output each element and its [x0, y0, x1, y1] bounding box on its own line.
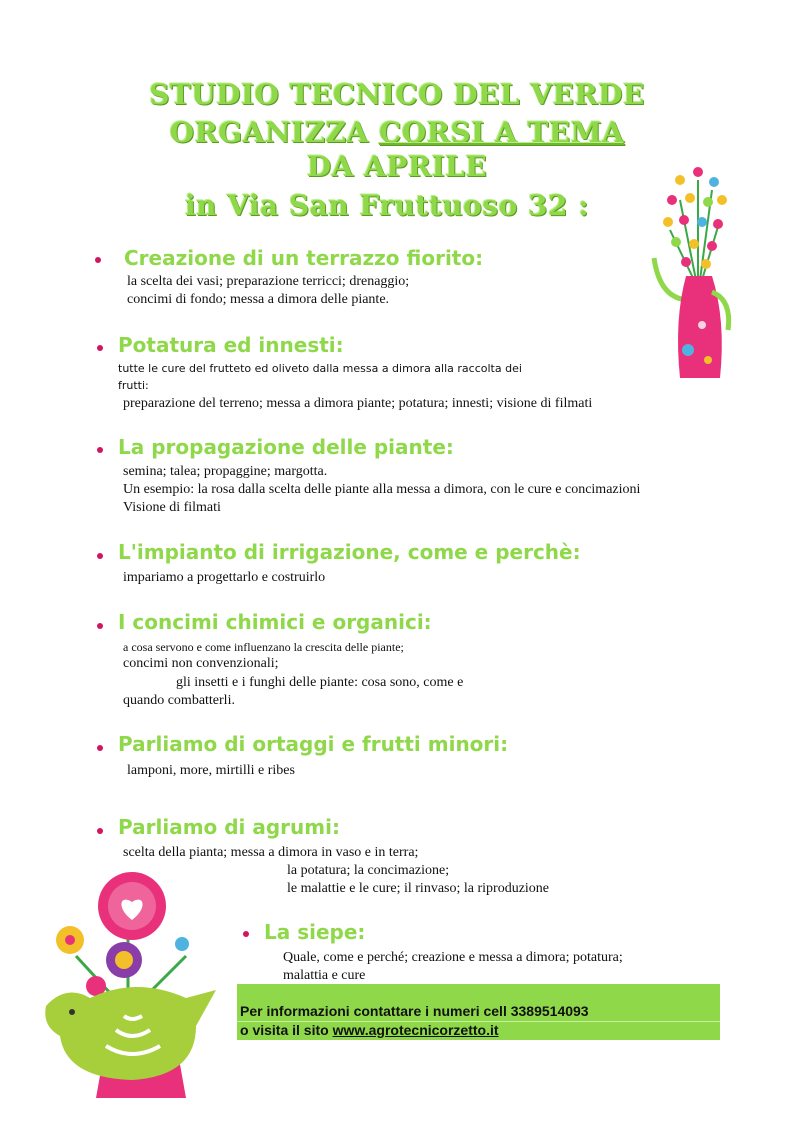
bullet-icon — [243, 931, 249, 937]
course-text: Un esempio: la rosa dalla scelta delle piante alla messa a dimora, con le cure e concimazioni — [123, 482, 641, 497]
contact-website-line — [240, 1022, 499, 1038]
course-text: Visione di filmati — [123, 500, 221, 515]
bullet-icon — [97, 447, 103, 453]
bullet-icon — [97, 623, 103, 629]
course-text: scelta della pianta; messa a dimora in vaso e in terra; — [123, 845, 419, 860]
course-heading-irrigazione: L'impianto di irrigazione, come e perchè: — [118, 540, 581, 564]
course-heading-concimi: I concimi chimici e organici: — [118, 610, 432, 634]
course-text: quando combatterli. — [123, 693, 235, 708]
course-heading-terrazzo: Creazione di un terrazzo fiorito: — [124, 246, 484, 270]
course-heading-potatura: Potatura ed innesti: — [118, 333, 344, 357]
bullet-icon — [97, 553, 103, 559]
course-text: lamponi, more, mirtilli e ribes — [127, 763, 295, 778]
watering-can-flowers-icon — [650, 160, 734, 384]
course-text: concimi di fondo; messa a dimora delle piante. — [127, 292, 390, 307]
bullet-icon — [97, 828, 103, 834]
course-text: le malattie e le cure; il rinvaso; la riproduzione — [287, 881, 550, 896]
course-heading-siepe: La siepe: — [264, 920, 366, 944]
title-line-4: in Via San Fruttuoso 32 : — [184, 189, 590, 222]
title-line-1: STUDIO TECNICO DEL VERDE — [149, 78, 645, 111]
course-text: malattia e cure — [283, 968, 366, 983]
bird-flower-pot-icon — [36, 866, 236, 1098]
course-text: a cosa servono e come influenzano la crescita delle piante; — [123, 640, 404, 654]
course-heading-ortaggi: Parliamo di ortaggi e frutti minori: — [118, 732, 509, 756]
course-text: preparazione del terreno; messa a dimora piante; potatura; innesti; visione di filmati — [123, 396, 593, 411]
website-link[interactable]: www.agrotecnicorzetto.it — [332, 1022, 499, 1038]
bullet-icon — [97, 745, 103, 751]
course-heading-agrumi: Parliamo di agrumi: — [118, 815, 340, 839]
bullet-icon — [95, 257, 101, 263]
course-text: impariamo a progettarlo e costruirlo — [123, 570, 326, 585]
title-line-3: DA APRILE — [306, 150, 488, 183]
course-text: la scelta dei vasi; preparazione terricci; drenaggio; — [127, 274, 410, 289]
contact-phone-line: Per informazioni contattare i numeri cell 3389514093 — [240, 1003, 589, 1019]
course-text: Quale, come e perché; creazione e messa a dimora; potatura; — [283, 950, 623, 965]
course-text: concimi non convenzionali; — [123, 656, 279, 671]
title-line-2-prefix: ORGANIZZA — [169, 116, 379, 149]
title-line-2-underlined: CORSI A TEMA — [378, 116, 625, 149]
course-text: gli insetti e i funghi delle piante: cosa sono, come e — [176, 675, 464, 690]
course-heading-propagazione: La propagazione delle piante: — [118, 435, 454, 459]
course-text: la potatura; la concimazione; — [287, 863, 450, 878]
course-text: frutti: — [118, 379, 149, 392]
course-text: tutte le cure del frutteto ed oliveto dalla messa a dimora alla raccolta dei — [118, 362, 522, 375]
contact-website-prefix: o visita il sito — [240, 1022, 333, 1038]
title-line-2 — [0, 116, 794, 149]
bullet-icon — [97, 345, 103, 351]
course-text: semina; talea; propaggine; margotta. — [123, 464, 328, 479]
